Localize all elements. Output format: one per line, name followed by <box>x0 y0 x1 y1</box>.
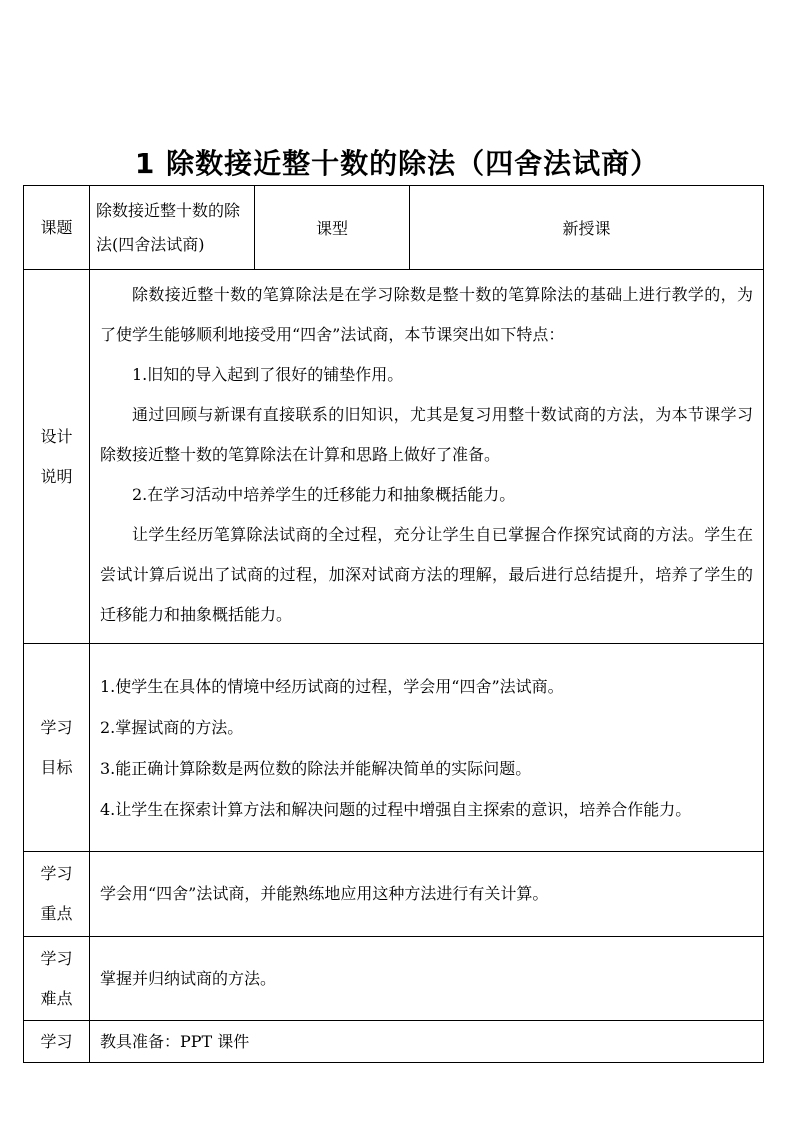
goal-item: 3.能正确计算除数是两位数的除法并能解决简单的实际问题。 <box>100 758 532 778</box>
lesson-type-label: 课型 <box>255 186 410 270</box>
topic-cell <box>90 186 255 270</box>
design-paragraph: 让学生经历笔算除法试商的全过程，充分让学生自已掌握合作探究试商的方法。学生在尝试计算后说出了试商的过程，加深对试商方法的理解，最后进行总结提升，培养了学生的迁移能力和抽象概括能力。 <box>100 524 753 624</box>
design-content <box>90 270 764 644</box>
goal-item: 4.让学生在探索计算方法和解决问题的过程中增强自主探索的意识，培养合作能力。 <box>100 799 692 819</box>
difficulty-row <box>24 937 764 1021</box>
design-label-line1: 设计 <box>40 426 73 446</box>
design-paragraph: 除数接近整十数的笔算除法是在学习除数是整十数的笔算除法的基础上进行教学的，为了使学生能够顺利地接受用“四舍”法试商，本节课突出如下特点： <box>100 284 753 344</box>
page-title: 1 除数接近整十数的除法（四舍法试商） <box>134 147 660 180</box>
difficulty-label-line1: 学习 <box>40 948 73 968</box>
goal-item: 1.使学生在具体的情境中经历试商的过程，学会用“四舍”法试商。 <box>100 676 564 696</box>
preparation-label: 学习 <box>24 1021 90 1063</box>
design-paragraph: 2.在学习活动中培养学生的迁移能力和抽象概括能力。 <box>132 484 516 504</box>
topic-label: 课题 <box>24 186 90 270</box>
difficulty-label <box>24 937 90 1021</box>
design-paragraph: 通过回顾与新课有直接联系的旧知识，尤其是复习用整十数试商的方法，为本节课学习除数接近整十数的笔算除法在计算和思路上做好了准备。 <box>100 404 753 464</box>
goals-label-line1: 学习 <box>40 717 73 737</box>
goals-label <box>24 644 90 852</box>
topic-row <box>24 186 764 270</box>
design-row <box>24 270 764 644</box>
key-point-text: 学会用“四舍”法试商，并能熟练地应用这种方法进行有关计算。 <box>90 852 764 937</box>
key-point-row <box>24 852 764 937</box>
goals-content <box>90 644 764 852</box>
difficulty-label-line2: 难点 <box>40 988 73 1008</box>
key-point-label <box>24 852 90 937</box>
lesson-type-value: 新授课 <box>410 186 764 270</box>
goals-label-line2: 目标 <box>40 757 73 777</box>
preparation-row <box>24 1021 764 1063</box>
lesson-plan-table <box>23 185 764 1063</box>
design-label <box>24 270 90 644</box>
difficulty-text: 掌握并归纳试商的方法。 <box>90 937 764 1021</box>
design-label-line2: 说明 <box>40 466 73 486</box>
goals-row <box>24 644 764 852</box>
goal-item: 2.掌握试商的方法。 <box>100 717 244 737</box>
key-point-label-line2: 重点 <box>40 904 73 923</box>
key-point-label-line1: 学习 <box>40 864 73 883</box>
preparation-text: 教具准备：PPT 课件 <box>90 1021 764 1063</box>
design-paragraph: 1.旧知的导入起到了很好的铺垫作用。 <box>132 364 404 384</box>
topic-value: 除数接近整十数的除法(四舍法试商) <box>96 200 241 254</box>
